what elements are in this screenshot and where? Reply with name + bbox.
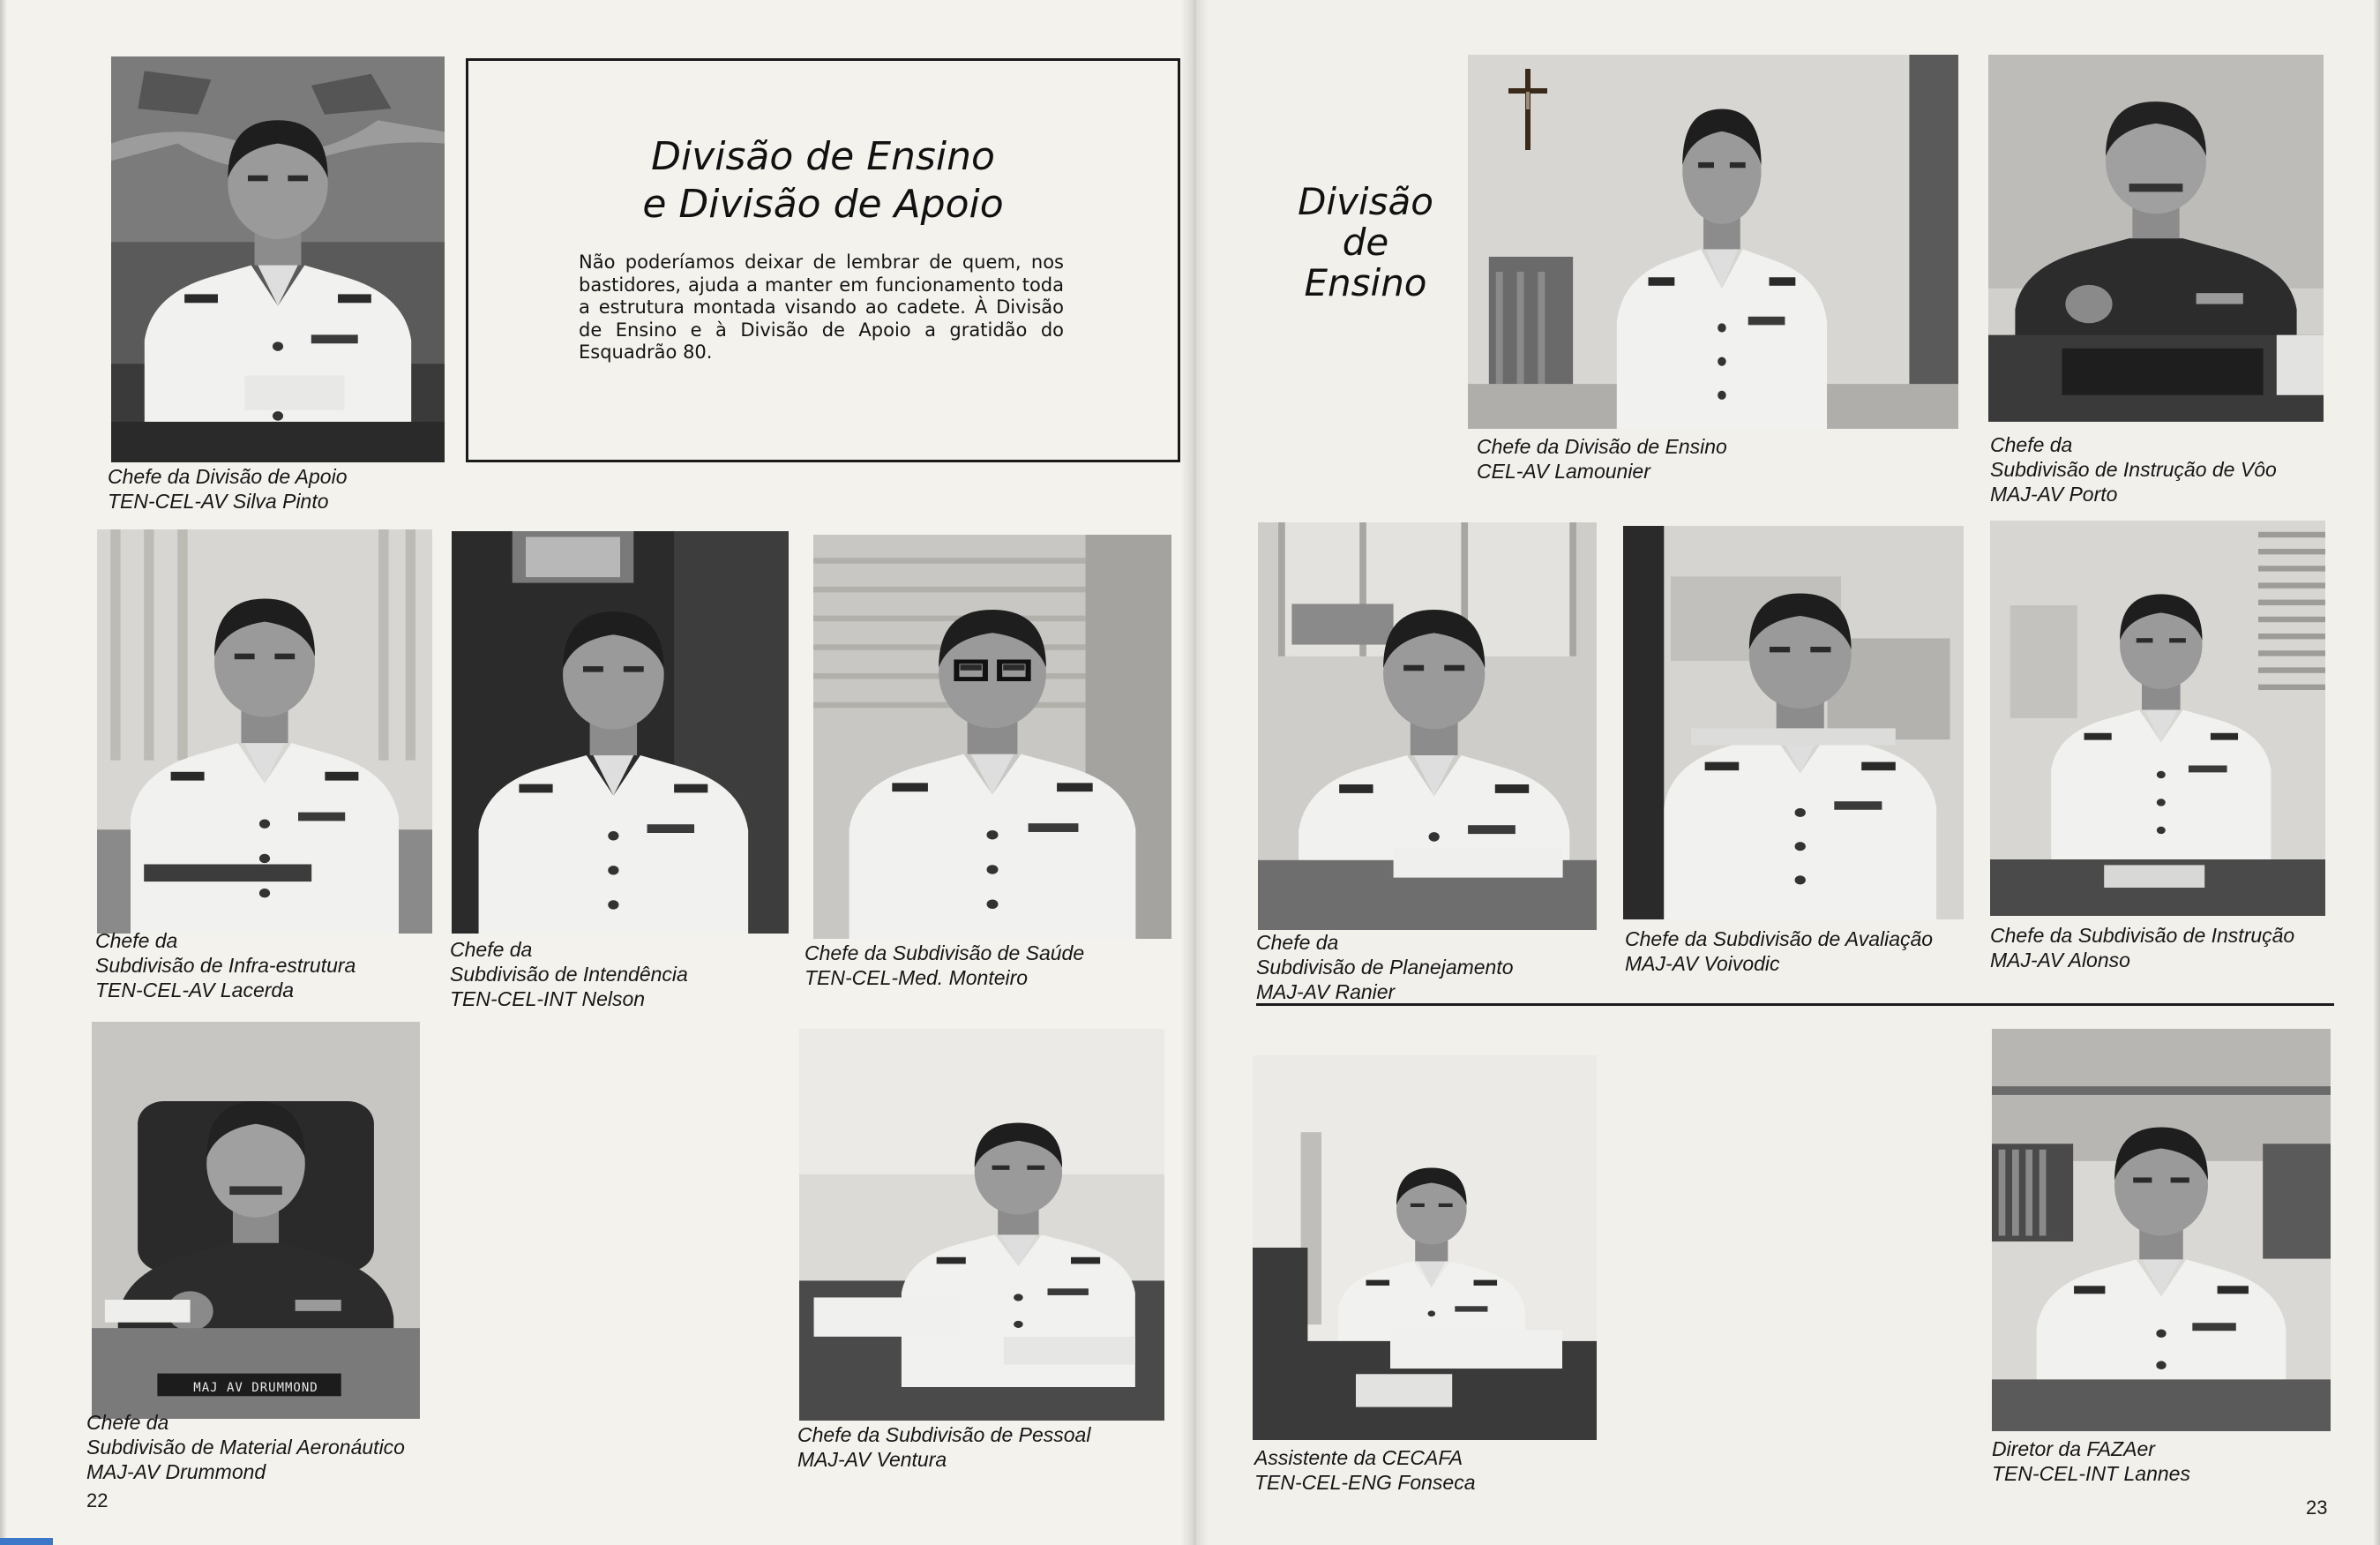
photo-alonso: [1990, 521, 2325, 916]
caption-role: Diretor da FAZAer: [1992, 1437, 2155, 1460]
caption-lamounier: [1477, 434, 1727, 484]
photo-voivodic: [1623, 526, 1964, 919]
photo-ranier: [1258, 522, 1597, 930]
caption-role: Subdivisão de Material Aeronáutico: [86, 1436, 405, 1459]
photo-ventura: [799, 1029, 1164, 1421]
page-number-left: 22: [86, 1489, 109, 1511]
caption-name: TEN-CEL-ENG Fonseca: [1254, 1471, 1476, 1494]
caption-porto: [1990, 432, 2277, 506]
caption-name: MAJ-AV Porto: [1990, 483, 2118, 506]
caption-name: TEN-CEL-INT Nelson: [450, 987, 646, 1010]
photo-silva-pinto: [111, 56, 445, 462]
caption-role: Chefe da Subdivisão de Instrução: [1990, 924, 2295, 947]
caption-role: Chefe da: [1256, 931, 1339, 954]
caption-role: Assistente da CECAFA: [1254, 1446, 1463, 1469]
page-number-right: 23: [2306, 1496, 2328, 1519]
caption-role: Chefe da Divisão de Apoio: [108, 465, 348, 488]
caption-role: Chefe da: [450, 938, 533, 961]
photo-lacerda: [97, 529, 432, 934]
caption-name: TEN-CEL-INT Lannes: [1992, 1462, 2190, 1485]
caption-name: TEN-CEL-AV Lacerda: [95, 979, 294, 1001]
caption-name: MAJ-AV Drummond: [86, 1460, 266, 1483]
caption-name: CEL-AV Lamounier: [1477, 460, 1650, 483]
caption-name: MAJ-AV Ranier: [1256, 980, 1396, 1003]
section-divider: [1256, 1003, 2334, 1006]
caption-voivodic: [1625, 926, 1933, 976]
caption-lacerda: [95, 928, 356, 1002]
intro-title-line1: Divisão de Ensino: [651, 134, 995, 179]
caption-role: Subdivisão de Infra-estrutura: [95, 954, 356, 977]
caption-name: MAJ-AV Ventura: [797, 1448, 947, 1471]
intro-title: [468, 133, 1178, 229]
intro-text: Não poderíamos deixar de lembrar de quem, nos bastidores, ajuda a manter em funcionamento toda a estrutura montada visando ao cadete. À Divisão de Ensino e à Divisão de Apoio a gratidão do Esquadrão 80.: [579, 251, 1064, 363]
book-gutter: [1180, 0, 1209, 1545]
section-heading-line2: de: [1342, 221, 1389, 264]
intro-box: [466, 58, 1180, 462]
page-edge-shadow: [2373, 0, 2380, 1545]
caption-drummond: [86, 1410, 405, 1484]
caption-role: Chefe da Divisão de Ensino: [1477, 435, 1727, 458]
caption-name: MAJ-AV Voivodic: [1625, 952, 1780, 975]
photo-porto: [1988, 55, 2324, 422]
photo-monteiro: [813, 535, 1171, 939]
photo-drummond: [92, 1022, 420, 1419]
caption-lannes: [1992, 1436, 2190, 1486]
caption-ventura: [797, 1422, 1090, 1472]
caption-monteiro: [805, 941, 1084, 990]
photo-lannes: [1992, 1029, 2331, 1431]
caption-role: Subdivisão de Intendência: [450, 963, 688, 986]
caption-ranier: [1256, 930, 1514, 1004]
caption-fonseca: [1254, 1445, 1476, 1495]
desk-plaque: MAJ AV DRUMMOND: [193, 1381, 318, 1395]
section-heading-line1: Divisão: [1298, 180, 1433, 223]
caption-role: Subdivisão de Planejamento: [1256, 956, 1514, 979]
caption-role: Chefe da: [86, 1411, 169, 1434]
caption-nelson: [450, 937, 688, 1011]
photo-nelson: [452, 531, 789, 934]
intro-title-line2: e Divisão de Apoio: [642, 182, 1004, 227]
caption-role: Subdivisão de Instrução de Vôo: [1990, 458, 2277, 481]
caption-name: TEN-CEL-Med. Monteiro: [805, 966, 1029, 989]
caption-name: TEN-CEL-AV Silva Pinto: [108, 490, 329, 513]
caption-name: MAJ-AV Alonso: [1990, 949, 2130, 971]
crucifix-icon: [1508, 69, 1547, 150]
cover-edge-strip: [0, 1538, 53, 1545]
section-heading-line3: Ensino: [1304, 261, 1427, 304]
caption-role: Chefe da: [95, 929, 178, 952]
caption-alonso: [1990, 923, 2294, 972]
caption-role: Chefe da Subdivisão de Pessoal: [797, 1423, 1091, 1446]
caption-role: Chefe da Subdivisão de Avaliação: [1625, 927, 1934, 950]
caption-silva-pinto: [108, 464, 348, 514]
page-edge-shadow: [0, 0, 7, 1545]
caption-role: Chefe da Subdivisão de Saúde: [805, 941, 1085, 964]
section-heading: [1295, 182, 1436, 304]
caption-role: Chefe da: [1990, 433, 2073, 456]
photo-fonseca: [1253, 1055, 1597, 1440]
